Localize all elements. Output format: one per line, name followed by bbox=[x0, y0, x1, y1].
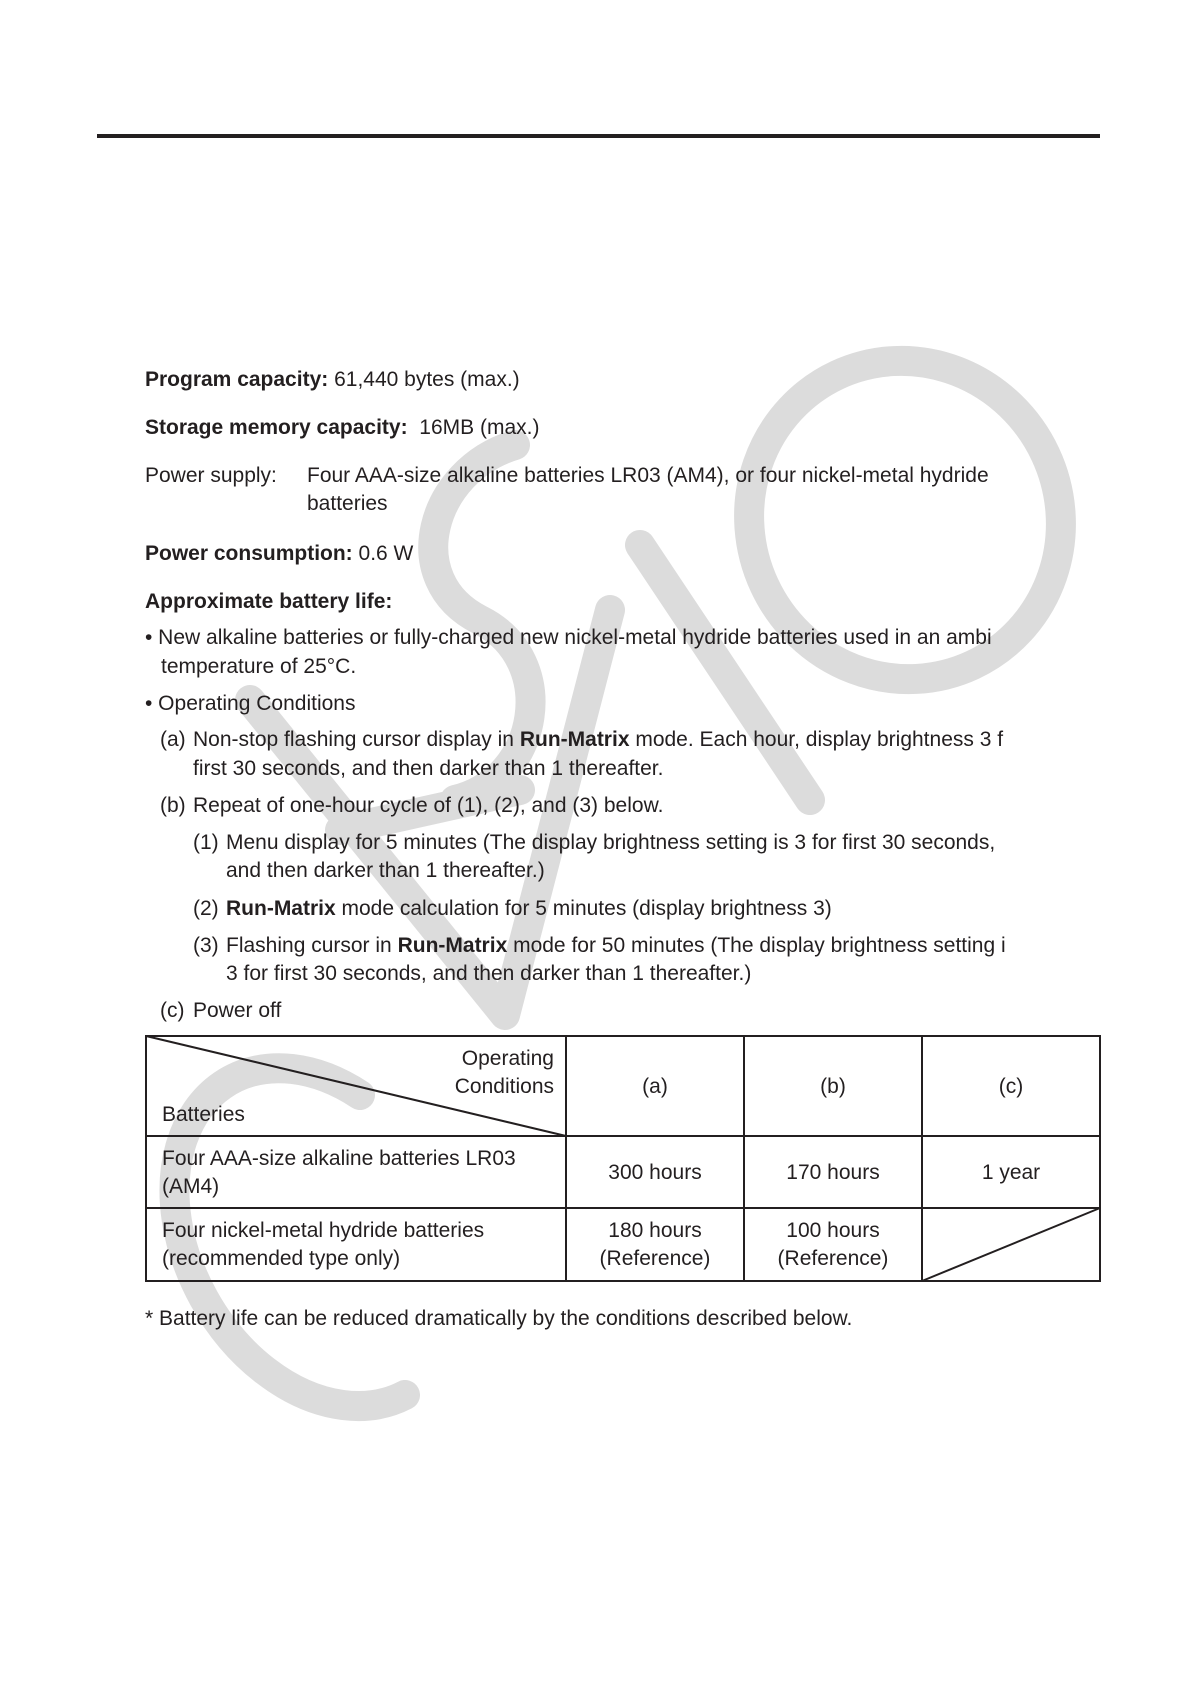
power-consumption-label: Power consumption: bbox=[145, 542, 353, 565]
condition-b-prefix: (b) bbox=[160, 794, 186, 817]
condition-b3-text-2: mode for 50 minutes (The display brightness setting i bbox=[507, 934, 1006, 957]
program-capacity-label: Program capacity: bbox=[145, 368, 329, 391]
battery-life-table bbox=[145, 1035, 1101, 1282]
condition-b2-text: mode calculation for 5 minutes (display brightness 3) bbox=[335, 897, 832, 920]
header-col-a: (a) bbox=[642, 1075, 668, 1098]
storage-capacity-label: Storage memory capacity: bbox=[145, 416, 408, 439]
condition-b3-cont: 3 for first 30 seconds, and then darker than 1 thereafter.) bbox=[226, 962, 752, 985]
battery-life-heading: Approximate battery life: bbox=[145, 590, 393, 613]
condition-a-text-2: mode. Each hour, display brightness 3 f bbox=[629, 728, 1004, 751]
condition-c: Power off bbox=[193, 999, 282, 1022]
footnote: * Battery life can be reduced dramatically by the conditions described below. bbox=[145, 1307, 853, 1330]
program-capacity bbox=[145, 366, 520, 394]
bullet-alkaline-cont: temperature of 25°C. bbox=[161, 655, 357, 678]
power-consumption-value: 0.6 W bbox=[358, 542, 414, 565]
power-supply-value-cont: batteries bbox=[307, 492, 388, 515]
condition-b: Repeat of one-hour cycle of (1), (2), and (3) below. bbox=[193, 794, 664, 817]
bullet-alkaline: • New alkaline batteries or fully-charged new nickel-metal hydride batteries used in an ambi bbox=[145, 626, 992, 649]
condition-a-prefix: (a) bbox=[160, 728, 186, 751]
header-col-b: (b) bbox=[820, 1075, 846, 1098]
condition-a-cont: first 30 seconds, and then darker than 1 thereafter. bbox=[193, 757, 664, 780]
power-consumption bbox=[145, 540, 413, 568]
header-batteries: Batteries bbox=[162, 1103, 245, 1126]
condition-b1-cont: and then darker than 1 thereafter.) bbox=[226, 859, 545, 882]
header-conditions: Conditions bbox=[454, 1075, 554, 1098]
condition-b2-mode: Run-Matrix bbox=[226, 897, 336, 920]
condition-b3-mode: Run-Matrix bbox=[397, 934, 508, 957]
condition-b3-text: Flashing cursor in bbox=[226, 934, 398, 957]
program-capacity-value: 61,440 bytes (max.) bbox=[334, 368, 520, 391]
row2-b: 100 hours bbox=[786, 1219, 880, 1242]
power-supply-label: Power supply: bbox=[145, 464, 277, 487]
row1-b: 170 hours bbox=[786, 1161, 880, 1184]
power-supply-value: Four AAA-size alkaline batteries LR03 (AM4), or four nickel-metal hydride bbox=[307, 464, 989, 487]
row2-b-note: (Reference) bbox=[777, 1247, 889, 1270]
condition-b1: Menu display for 5 minutes (The display brightness setting is 3 for first 30 seconds, bbox=[226, 831, 996, 854]
row1-a: 300 hours bbox=[608, 1161, 702, 1184]
storage-capacity bbox=[145, 414, 539, 442]
condition-a bbox=[193, 726, 1078, 754]
row2-a-note: (Reference) bbox=[599, 1247, 711, 1270]
row2-battery-cont: (recommended type only) bbox=[162, 1247, 401, 1270]
condition-a-text: Non-stop flashing cursor display in bbox=[193, 728, 520, 751]
condition-c-prefix: (c) bbox=[160, 999, 185, 1022]
condition-b2 bbox=[226, 895, 832, 923]
condition-b1-prefix: (1) bbox=[193, 831, 219, 854]
row1-battery: Four AAA-size alkaline batteries LR03 bbox=[162, 1147, 516, 1170]
condition-b3-prefix: (3) bbox=[193, 934, 219, 957]
header-operating: Operating bbox=[461, 1047, 554, 1070]
row2-a: 180 hours bbox=[608, 1219, 702, 1242]
condition-b3 bbox=[226, 932, 1078, 960]
condition-b2-prefix: (2) bbox=[193, 897, 219, 920]
row1-battery-cont: (AM4) bbox=[162, 1175, 220, 1198]
row1-c: 1 year bbox=[981, 1161, 1041, 1184]
bullet-operating-conditions: • Operating Conditions bbox=[145, 692, 356, 715]
storage-capacity-value: 16MB (max.) bbox=[419, 416, 540, 439]
condition-a-mode: Run-Matrix bbox=[519, 728, 630, 751]
row2-battery: Four nickel-metal hydride batteries bbox=[162, 1219, 485, 1242]
header-col-c: (c) bbox=[998, 1075, 1024, 1098]
